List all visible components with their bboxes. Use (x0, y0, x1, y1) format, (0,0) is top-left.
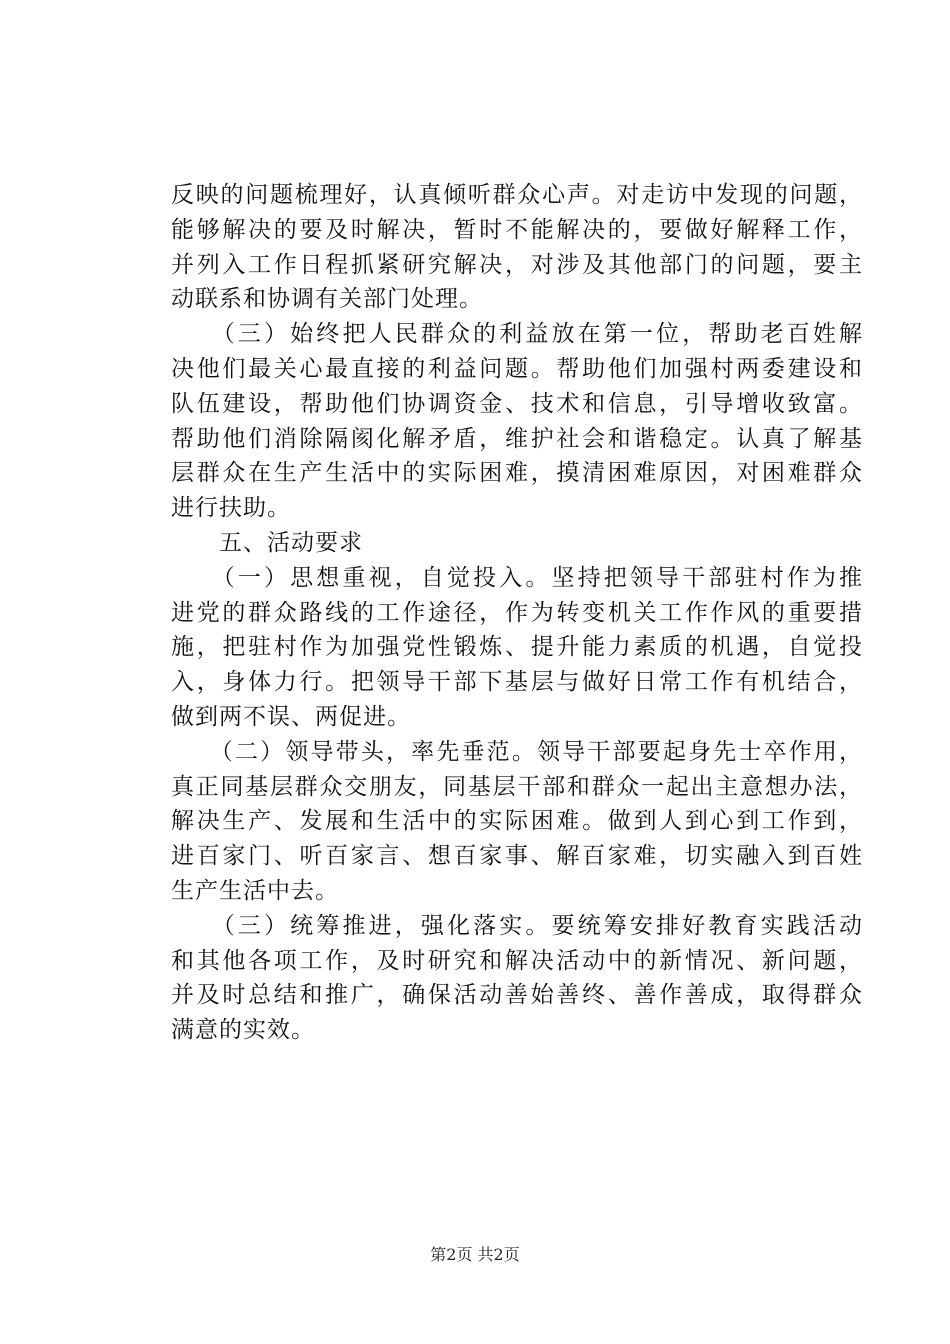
text-line: （二）领导带头，率先垂范。领导干部要起身先士卒作用， (171, 738, 863, 765)
text-line: （三）统筹推进，强化落实。要统筹安排好教育实践活动 (171, 912, 863, 939)
page-number-footer: 第2页 共2页 (430, 1245, 520, 1264)
text-line: 进行扶助。 (171, 495, 291, 522)
text-line: 施，把驻村作为加强党性锻炼、提升能力素质的机遇，自觉投 (171, 634, 863, 661)
text-line: 满意的实效。 (171, 1017, 315, 1044)
section-heading: 五、活动要求 (171, 529, 363, 556)
text-line: 反映的问题梳理好，认真倾听群众心声。对走访中发现的问题， (171, 182, 863, 208)
text-line: 帮助他们消除隔阂化解矛盾，维护社会和谐稳定。认真了解基 (171, 425, 863, 452)
text-line: （一）思想重视，自觉投入。坚持把领导干部驻村作为推 (171, 564, 863, 591)
text-line: 并及时总结和推广，确保活动善始善终、善作善成，取得群众 (171, 982, 863, 1009)
text-line: 进党的群众路线的工作途径，作为转变机关工作作风的重要措 (171, 599, 863, 626)
document-body (171, 178, 863, 1048)
text-line: 队伍建设，帮助他们协调资金、技术和信息，引导增收致富。 (171, 390, 863, 417)
text-line: 真正同基层群众交朋友，同基层干部和群众一起出主意想办法， (171, 773, 863, 800)
text-line: 生产生活中去。 (171, 877, 339, 904)
text-line: 动联系和协调有关部门处理。 (171, 286, 483, 313)
text-line: 并列入工作日程抓紧研究解决，对涉及其他部门的问题，要主 (171, 251, 863, 278)
text-line: 进百家门、听百家言、想百家事、解百家难，切实融入到百姓 (171, 843, 863, 870)
text-line: 决他们最关心最直接的利益问题。帮助他们加强村两委建设和 (171, 355, 863, 382)
text-line: 入，身体力行。把领导干部下基层与做好日常工作有机结合， (171, 669, 863, 696)
text-line: 做到两不误、两促进。 (171, 703, 411, 730)
text-line: （三）始终把人民群众的利益放在第一位，帮助老百姓解 (171, 321, 863, 348)
text-line: 解决生产、发展和生活中的实际困难。做到人到心到工作到， (171, 808, 863, 835)
text-line: 和其他各项工作，及时研究和解决活动中的新情况、新问题， (171, 947, 863, 974)
text-line: 层群众在生产生活中的实际困难，摸清困难原因，对困难群众 (171, 460, 863, 487)
text-line: 能够解决的要及时解决，暂时不能解决的，要做好解释工作， (171, 216, 863, 243)
